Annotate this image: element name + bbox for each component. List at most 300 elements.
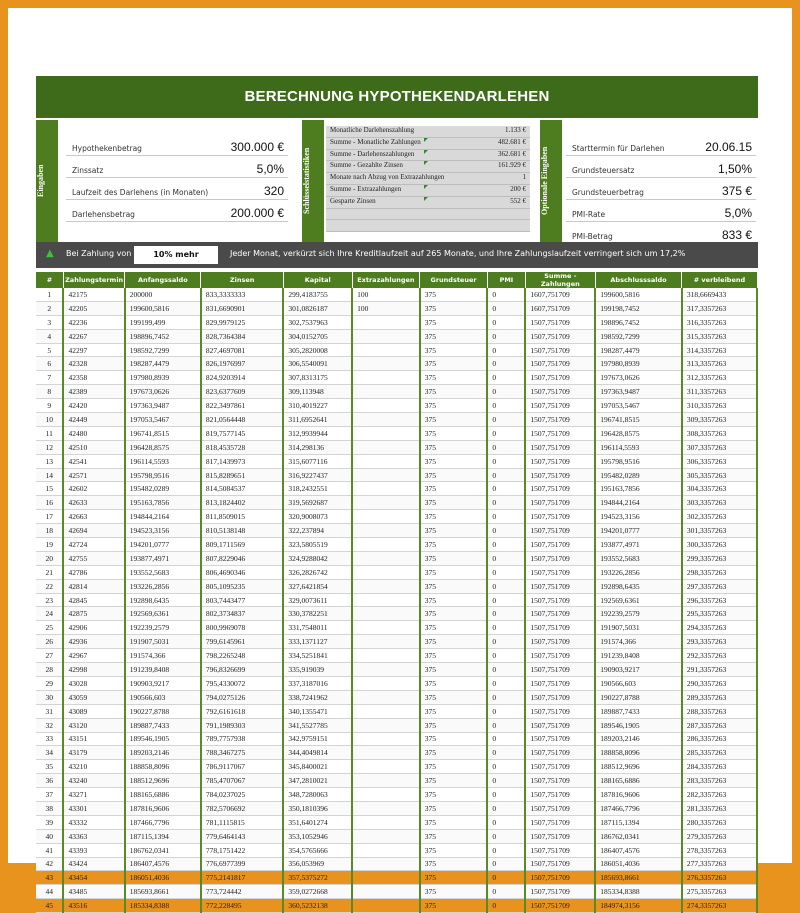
table-cell[interactable]: 307,8313175: [283, 371, 352, 385]
table-cell[interactable]: 1507,751709: [525, 746, 595, 760]
table-cell[interactable]: 195482,0289: [125, 482, 201, 496]
table-cell[interactable]: 0: [487, 510, 525, 524]
table-cell[interactable]: 192569,6361: [595, 593, 682, 607]
table-cell[interactable]: 286,3357263: [682, 732, 757, 746]
table-cell[interactable]: 42541: [63, 454, 124, 468]
table-cell[interactable]: 0: [487, 732, 525, 746]
table-cell[interactable]: 1507,751709: [525, 621, 595, 635]
table-cell[interactable]: 39: [36, 815, 63, 829]
column-header[interactable]: #: [36, 272, 63, 288]
table-cell[interactable]: 0: [487, 482, 525, 496]
table-cell[interactable]: 197053,5467: [595, 399, 682, 413]
table-cell[interactable]: 43485: [63, 885, 124, 899]
table-cell[interactable]: 341,5527785: [283, 718, 352, 732]
table-cell[interactable]: 316,9227437: [283, 468, 352, 482]
table-cell[interactable]: 0: [487, 801, 525, 815]
table-cell[interactable]: 292,3357263: [682, 649, 757, 663]
table-cell[interactable]: [352, 399, 420, 413]
table-cell[interactable]: 191574,366: [595, 635, 682, 649]
table-cell[interactable]: 318,6669433: [682, 288, 757, 301]
table-cell[interactable]: 42786: [63, 565, 124, 579]
table-cell[interactable]: 43089: [63, 704, 124, 718]
table-cell[interactable]: 781,1115815: [201, 815, 283, 829]
table-cell[interactable]: 43240: [63, 774, 124, 788]
table-cell[interactable]: 375: [420, 565, 488, 579]
table-cell[interactable]: 306,3357263: [682, 454, 757, 468]
table-cell[interactable]: 293,3357263: [682, 635, 757, 649]
table-cell[interactable]: 2: [36, 301, 63, 315]
table-cell[interactable]: [352, 663, 420, 677]
table-cell[interactable]: 828,7364384: [201, 329, 283, 343]
table-cell[interactable]: 42205: [63, 301, 124, 315]
table-cell[interactable]: 198287,4479: [595, 343, 682, 357]
table-cell[interactable]: 42389: [63, 385, 124, 399]
table-cell[interactable]: 375: [420, 551, 488, 565]
table-cell[interactable]: 199600,5816: [595, 288, 682, 301]
table-cell[interactable]: 197673,0626: [125, 385, 201, 399]
table-cell[interactable]: 375: [420, 510, 488, 524]
table-cell[interactable]: 197673,0626: [595, 371, 682, 385]
table-cell[interactable]: 773,724442: [201, 885, 283, 899]
table-cell[interactable]: 356,053969: [283, 857, 352, 871]
input-value[interactable]: 1,50%: [717, 162, 752, 176]
table-cell[interactable]: 0: [487, 663, 525, 677]
table-cell[interactable]: 375: [420, 343, 488, 357]
table-cell[interactable]: 42694: [63, 524, 124, 538]
table-cell[interactable]: 375: [420, 649, 488, 663]
table-cell[interactable]: [352, 607, 420, 621]
table-cell[interactable]: 33: [36, 732, 63, 746]
table-cell[interactable]: 818,4535728: [201, 440, 283, 454]
table-cell[interactable]: 375: [420, 843, 488, 857]
table-cell[interactable]: [352, 774, 420, 788]
table-cell[interactable]: 190903,9217: [125, 676, 201, 690]
table-cell[interactable]: 186407,4576: [595, 843, 682, 857]
table-cell[interactable]: 1507,751709: [525, 885, 595, 899]
table-cell[interactable]: 375: [420, 760, 488, 774]
table-cell[interactable]: 299,4183755: [283, 288, 352, 301]
table-cell[interactable]: 291,3357263: [682, 663, 757, 677]
table-cell[interactable]: [352, 746, 420, 760]
table-cell[interactable]: 42602: [63, 482, 124, 496]
table-cell[interactable]: 311,6952641: [283, 413, 352, 427]
table-cell[interactable]: 0: [487, 357, 525, 371]
table-cell[interactable]: 375: [420, 593, 488, 607]
table-cell[interactable]: 199199,499: [125, 315, 201, 329]
table-cell[interactable]: 191239,8408: [125, 663, 201, 677]
table-cell[interactable]: 193552,5683: [595, 551, 682, 565]
table-cell[interactable]: 375: [420, 524, 488, 538]
table-cell[interactable]: 186051,4036: [595, 857, 682, 871]
column-header[interactable]: Zahlungstermin: [63, 272, 124, 288]
table-cell[interactable]: [352, 871, 420, 885]
table-cell[interactable]: 1507,751709: [525, 510, 595, 524]
table-cell[interactable]: 21: [36, 565, 63, 579]
table-cell[interactable]: 42936: [63, 635, 124, 649]
table-cell[interactable]: 0: [487, 454, 525, 468]
table-cell[interactable]: 42633: [63, 496, 124, 510]
table-cell[interactable]: 276,3357263: [682, 871, 757, 885]
table-cell[interactable]: [352, 732, 420, 746]
table-cell[interactable]: 290,3357263: [682, 676, 757, 690]
table-cell[interactable]: 42358: [63, 371, 124, 385]
input-value[interactable]: 20.06.15: [705, 140, 752, 154]
table-cell[interactable]: 331,7548011: [283, 621, 352, 635]
table-cell[interactable]: 315,3357263: [682, 329, 757, 343]
table-cell[interactable]: [352, 690, 420, 704]
table-cell[interactable]: 0: [487, 774, 525, 788]
table-cell[interactable]: 194523,3156: [125, 524, 201, 538]
table-cell[interactable]: 375: [420, 496, 488, 510]
table-cell[interactable]: 1507,751709: [525, 524, 595, 538]
table-cell[interactable]: 814,5084537: [201, 482, 283, 496]
table-cell[interactable]: 827,4697081: [201, 343, 283, 357]
table-cell[interactable]: 0: [487, 496, 525, 510]
table-cell[interactable]: 0: [487, 565, 525, 579]
table-cell[interactable]: 37: [36, 788, 63, 802]
table-cell[interactable]: 322,237894: [283, 524, 352, 538]
table-cell[interactable]: 200000: [125, 288, 201, 301]
table-cell[interactable]: [352, 899, 420, 913]
table-cell[interactable]: 25: [36, 621, 63, 635]
table-cell[interactable]: 375: [420, 426, 488, 440]
table-cell[interactable]: 375: [420, 621, 488, 635]
table-cell[interactable]: 802,3734837: [201, 607, 283, 621]
table-cell[interactable]: [352, 413, 420, 427]
table-cell[interactable]: 375: [420, 718, 488, 732]
table-cell[interactable]: 188165,6886: [125, 788, 201, 802]
table-cell[interactable]: 320,9008073: [283, 510, 352, 524]
table-cell[interactable]: 1507,751709: [525, 774, 595, 788]
input-grundsteuersatz[interactable]: [566, 156, 756, 178]
table-cell[interactable]: 1507,751709: [525, 899, 595, 913]
table-cell[interactable]: 0: [487, 635, 525, 649]
table-cell[interactable]: 189546,1905: [125, 732, 201, 746]
table-cell[interactable]: 301,3357263: [682, 524, 757, 538]
table-cell[interactable]: 1507,751709: [525, 732, 595, 746]
table-cell[interactable]: 42420: [63, 399, 124, 413]
table-cell[interactable]: 826,1976997: [201, 357, 283, 371]
table-cell[interactable]: 300,3357263: [682, 538, 757, 552]
table-cell[interactable]: 307,3357263: [682, 440, 757, 454]
table-cell[interactable]: 298,3357263: [682, 565, 757, 579]
table-cell[interactable]: 811,8509015: [201, 510, 283, 524]
table-cell[interactable]: 344,4049814: [283, 746, 352, 760]
table-cell[interactable]: 779,6464143: [201, 829, 283, 843]
table-cell[interactable]: 375: [420, 885, 488, 899]
table-cell[interactable]: 28: [36, 663, 63, 677]
table-cell[interactable]: 350,1810396: [283, 801, 352, 815]
table-cell[interactable]: [352, 843, 420, 857]
table-cell[interactable]: 1507,751709: [525, 663, 595, 677]
table-cell[interactable]: 375: [420, 454, 488, 468]
table-cell[interactable]: 806,4690346: [201, 565, 283, 579]
table-cell[interactable]: 190566,603: [595, 676, 682, 690]
table-cell[interactable]: [352, 760, 420, 774]
input-value[interactable]: 200.000 €: [230, 206, 284, 220]
table-cell[interactable]: 194844,2164: [595, 496, 682, 510]
table-cell[interactable]: 796,8326699: [201, 663, 283, 677]
table-cell[interactable]: [352, 524, 420, 538]
table-cell[interactable]: 1507,751709: [525, 829, 595, 843]
column-header[interactable]: Zinsen: [201, 272, 283, 288]
table-cell[interactable]: 278,3357263: [682, 843, 757, 857]
table-cell[interactable]: 187115,1394: [595, 815, 682, 829]
table-cell[interactable]: 43179: [63, 746, 124, 760]
table-cell[interactable]: 188512,9696: [125, 774, 201, 788]
table-cell[interactable]: 315,6077116: [283, 454, 352, 468]
table-cell[interactable]: 196428,8575: [125, 440, 201, 454]
table-cell[interactable]: 342,9759151: [283, 732, 352, 746]
table-cell[interactable]: 13: [36, 454, 63, 468]
table-cell[interactable]: 375: [420, 315, 488, 329]
table-cell[interactable]: 1507,751709: [525, 801, 595, 815]
table-cell[interactable]: 192898,6435: [125, 593, 201, 607]
table-cell[interactable]: 279,3357263: [682, 829, 757, 843]
input-starttermin[interactable]: [566, 134, 756, 156]
table-cell[interactable]: 301,0826187: [283, 301, 352, 315]
table-cell[interactable]: 375: [420, 774, 488, 788]
table-cell[interactable]: 0: [487, 538, 525, 552]
input-value[interactable]: 833 €: [721, 228, 752, 242]
table-cell[interactable]: 375: [420, 288, 488, 301]
table-cell[interactable]: 304,3357263: [682, 482, 757, 496]
table-cell[interactable]: 187115,1394: [125, 829, 201, 843]
table-cell[interactable]: 798,2265248: [201, 649, 283, 663]
table-cell[interactable]: 794,0275126: [201, 690, 283, 704]
table-cell[interactable]: 805,1095235: [201, 579, 283, 593]
table-cell[interactable]: 42175: [63, 288, 124, 301]
table-cell[interactable]: 31: [36, 704, 63, 718]
table-cell[interactable]: 1507,751709: [525, 690, 595, 704]
table-cell[interactable]: [352, 718, 420, 732]
table-cell[interactable]: 0: [487, 621, 525, 635]
table-cell[interactable]: 375: [420, 482, 488, 496]
table-cell[interactable]: 308,3357263: [682, 426, 757, 440]
table-cell[interactable]: 195163,7856: [595, 482, 682, 496]
table-cell[interactable]: [352, 704, 420, 718]
table-cell[interactable]: 185693,8661: [595, 871, 682, 885]
table-cell[interactable]: 12: [36, 440, 63, 454]
table-cell[interactable]: 375: [420, 857, 488, 871]
table-cell[interactable]: 0: [487, 343, 525, 357]
table-cell[interactable]: 1507,751709: [525, 385, 595, 399]
table-cell[interactable]: 319,5692687: [283, 496, 352, 510]
table-cell[interactable]: 19: [36, 538, 63, 552]
table-cell[interactable]: 337,3187016: [283, 676, 352, 690]
table-cell[interactable]: 32: [36, 718, 63, 732]
table-cell[interactable]: 335,919039: [283, 663, 352, 677]
table-cell[interactable]: 375: [420, 413, 488, 427]
table-cell[interactable]: 347,2810021: [283, 774, 352, 788]
table-cell[interactable]: 199600,5816: [125, 301, 201, 315]
table-cell[interactable]: 42480: [63, 426, 124, 440]
table-cell[interactable]: [352, 357, 420, 371]
table-cell[interactable]: [352, 454, 420, 468]
table-cell[interactable]: 0: [487, 399, 525, 413]
table-cell[interactable]: [352, 885, 420, 899]
table-cell[interactable]: 1507,751709: [525, 815, 595, 829]
table-cell[interactable]: 0: [487, 593, 525, 607]
table-cell[interactable]: 196114,5593: [595, 440, 682, 454]
table-cell[interactable]: 6: [36, 357, 63, 371]
table-cell[interactable]: 29: [36, 676, 63, 690]
table-cell[interactable]: 36: [36, 774, 63, 788]
table-cell[interactable]: 375: [420, 607, 488, 621]
input-laufzeit[interactable]: [66, 178, 288, 200]
table-cell[interactable]: 5: [36, 343, 63, 357]
table-cell[interactable]: 281,3357263: [682, 801, 757, 815]
input-value[interactable]: 320: [263, 184, 284, 198]
table-cell[interactable]: 195798,9516: [595, 454, 682, 468]
table-cell[interactable]: 776,6977399: [201, 857, 283, 871]
table-cell[interactable]: 42236: [63, 315, 124, 329]
table-cell[interactable]: 198896,7452: [595, 315, 682, 329]
table-cell[interactable]: 0: [487, 760, 525, 774]
table-cell[interactable]: 186407,4576: [125, 857, 201, 871]
table-cell[interactable]: 42571: [63, 468, 124, 482]
table-cell[interactable]: 43301: [63, 801, 124, 815]
table-cell[interactable]: 0: [487, 301, 525, 315]
table-cell[interactable]: 191907,5031: [125, 635, 201, 649]
table-cell[interactable]: 1507,751709: [525, 551, 595, 565]
table-cell[interactable]: 375: [420, 385, 488, 399]
table-cell[interactable]: 375: [420, 301, 488, 315]
table-cell[interactable]: 0: [487, 788, 525, 802]
table-cell[interactable]: 186051,4036: [125, 871, 201, 885]
table-cell[interactable]: 43120: [63, 718, 124, 732]
table-cell[interactable]: 0: [487, 829, 525, 843]
table-cell[interactable]: 42328: [63, 357, 124, 371]
table-cell[interactable]: 42267: [63, 329, 124, 343]
table-cell[interactable]: 324,9288042: [283, 551, 352, 565]
table-cell[interactable]: 0: [487, 676, 525, 690]
table-cell[interactable]: 44: [36, 885, 63, 899]
table-cell[interactable]: [352, 829, 420, 843]
table-cell[interactable]: 831,6690901: [201, 301, 283, 315]
table-cell[interactable]: 1507,751709: [525, 788, 595, 802]
table-cell[interactable]: 348,7280063: [283, 788, 352, 802]
input-grundsteuerbetrag[interactable]: [566, 178, 756, 200]
table-cell[interactable]: 100: [352, 301, 420, 315]
table-cell[interactable]: 302,7537963: [283, 315, 352, 329]
table-cell[interactable]: [352, 385, 420, 399]
table-cell[interactable]: 284,3357263: [682, 760, 757, 774]
table-cell[interactable]: 1507,751709: [525, 496, 595, 510]
table-cell[interactable]: 15: [36, 482, 63, 496]
input-pmi-betrag[interactable]: [566, 222, 756, 244]
table-cell[interactable]: 312,3357263: [682, 371, 757, 385]
table-cell[interactable]: 305,2820008: [283, 343, 352, 357]
table-cell[interactable]: 194844,2164: [125, 510, 201, 524]
table-cell[interactable]: [352, 593, 420, 607]
table-cell[interactable]: 190227,8788: [595, 690, 682, 704]
table-cell[interactable]: 302,3357263: [682, 510, 757, 524]
table-cell[interactable]: 1507,751709: [525, 579, 595, 593]
table-cell[interactable]: 1507,751709: [525, 857, 595, 871]
table-cell[interactable]: 11: [36, 426, 63, 440]
table-cell[interactable]: 375: [420, 788, 488, 802]
table-cell[interactable]: 345,8400021: [283, 760, 352, 774]
table-cell[interactable]: 187816,9606: [595, 788, 682, 802]
table-cell[interactable]: [352, 426, 420, 440]
table-cell[interactable]: 1507,751709: [525, 413, 595, 427]
table-cell[interactable]: 772,228495: [201, 899, 283, 913]
table-cell[interactable]: 792,6161618: [201, 704, 283, 718]
table-cell[interactable]: 311,3357263: [682, 385, 757, 399]
table-cell[interactable]: 193226,2856: [595, 565, 682, 579]
table-cell[interactable]: 330,3782251: [283, 607, 352, 621]
table-cell[interactable]: 42663: [63, 510, 124, 524]
table-cell[interactable]: 327,6421854: [283, 579, 352, 593]
table-cell[interactable]: 277,3357263: [682, 857, 757, 871]
table-cell[interactable]: [352, 440, 420, 454]
table-cell[interactable]: 288,3357263: [682, 704, 757, 718]
table-cell[interactable]: 1507,751709: [525, 426, 595, 440]
table-cell[interactable]: 0: [487, 315, 525, 329]
table-cell[interactable]: 42510: [63, 440, 124, 454]
input-value[interactable]: 300.000 €: [230, 140, 284, 154]
table-cell[interactable]: 16: [36, 496, 63, 510]
table-cell[interactable]: 43151: [63, 732, 124, 746]
table-cell[interactable]: 189203,2146: [125, 746, 201, 760]
table-cell[interactable]: 9: [36, 399, 63, 413]
table-cell[interactable]: 42: [36, 857, 63, 871]
table-cell[interactable]: [352, 371, 420, 385]
table-cell[interactable]: [352, 635, 420, 649]
table-cell[interactable]: 191239,8408: [595, 649, 682, 663]
table-cell[interactable]: 351,6401274: [283, 815, 352, 829]
table-cell[interactable]: 1507,751709: [525, 871, 595, 885]
table-cell[interactable]: 197053,5467: [125, 413, 201, 427]
table-cell[interactable]: 198592,7299: [595, 329, 682, 343]
table-cell[interactable]: 1507,751709: [525, 468, 595, 482]
table-cell[interactable]: 186762,0341: [595, 829, 682, 843]
table-cell[interactable]: 0: [487, 704, 525, 718]
table-cell[interactable]: 192239,2579: [125, 621, 201, 635]
table-cell[interactable]: 197363,9487: [595, 385, 682, 399]
table-cell[interactable]: 813,1824402: [201, 496, 283, 510]
table-cell[interactable]: 821,0564448: [201, 413, 283, 427]
table-cell[interactable]: 1507,751709: [525, 399, 595, 413]
table-cell[interactable]: 778,1751422: [201, 843, 283, 857]
table-cell[interactable]: 0: [487, 413, 525, 427]
table-cell[interactable]: 7: [36, 371, 63, 385]
table-cell[interactable]: 0: [487, 440, 525, 454]
table-cell[interactable]: 198287,4479: [125, 357, 201, 371]
table-cell[interactable]: 303,3357263: [682, 496, 757, 510]
table-cell[interactable]: [352, 551, 420, 565]
input-zinssatz[interactable]: [66, 156, 288, 178]
table-cell[interactable]: 375: [420, 371, 488, 385]
table-cell[interactable]: 294,3357263: [682, 621, 757, 635]
table-cell[interactable]: 829,9979125: [201, 315, 283, 329]
table-cell[interactable]: 192569,6361: [125, 607, 201, 621]
table-cell[interactable]: 193877,4971: [125, 551, 201, 565]
input-value[interactable]: 5,0%: [256, 162, 284, 176]
table-cell[interactable]: 810,5138148: [201, 524, 283, 538]
table-cell[interactable]: [352, 538, 420, 552]
table-cell[interactable]: 809,1711569: [201, 538, 283, 552]
table-cell[interactable]: 42998: [63, 663, 124, 677]
table-cell[interactable]: 295,3357263: [682, 607, 757, 621]
table-cell[interactable]: 184974,3156: [595, 899, 682, 913]
table-cell[interactable]: 14: [36, 468, 63, 482]
table-cell[interactable]: 195482,0289: [595, 468, 682, 482]
table-cell[interactable]: [352, 329, 420, 343]
table-cell[interactable]: 0: [487, 371, 525, 385]
table-cell[interactable]: 280,3357263: [682, 815, 757, 829]
